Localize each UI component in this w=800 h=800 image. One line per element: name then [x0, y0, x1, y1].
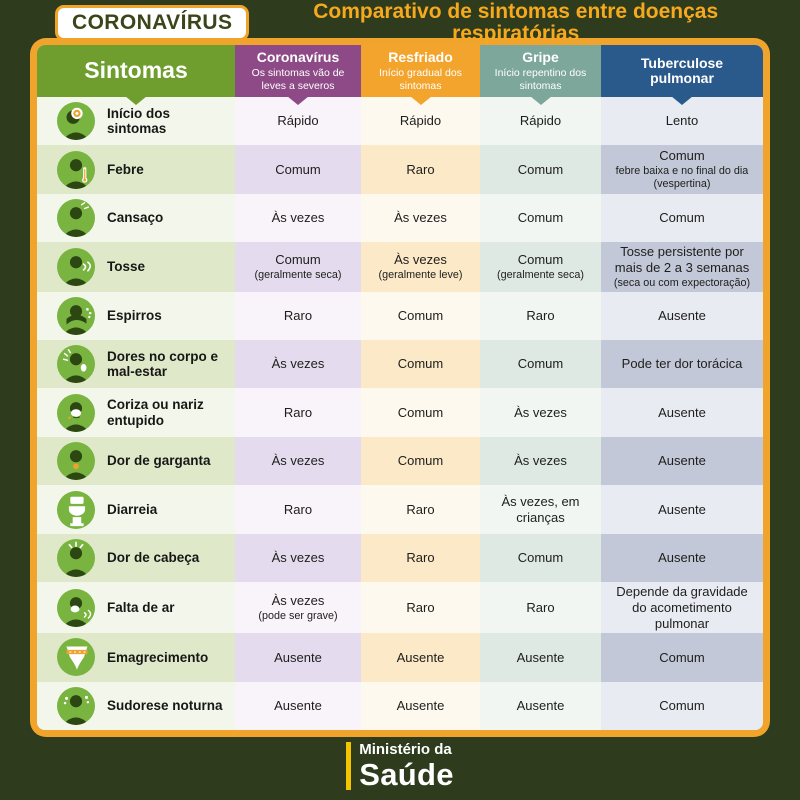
cell-sintomas: [37, 292, 235, 340]
cell-gripe: [480, 485, 601, 533]
shortness-of-breath-icon: [57, 589, 95, 627]
cell-tuberculose: [601, 534, 763, 582]
cell-value: Às vezes: [514, 453, 567, 469]
cell-sintomas: [37, 242, 235, 291]
cell-gripe: [480, 437, 601, 485]
cell-value: Ausente: [658, 550, 706, 566]
cell-value: Às vezes: [394, 210, 447, 226]
cell-coronavirus: [235, 242, 361, 291]
cell-sintomas: [37, 534, 235, 582]
cell-gripe: [480, 194, 601, 242]
cell-value: Às vezes: [514, 404, 567, 420]
page-title: Comparativo de sintomas entre doenças respiratórias: [313, 0, 719, 45]
column-notch-icon: [671, 96, 693, 105]
cell-value: Lento: [665, 113, 699, 129]
cell-resfriado: [361, 633, 480, 681]
cell-value: Raro: [406, 550, 435, 566]
column-title: Tuberculose pulmonar: [640, 54, 724, 86]
cell-resfriado: [361, 194, 480, 242]
cell-value: Às vezes: [271, 210, 325, 226]
table-row: [37, 292, 763, 340]
cell-value: Às vezes: [394, 252, 447, 268]
cell-value: Ausente: [516, 649, 565, 665]
cell-value: Raro: [526, 307, 555, 323]
cell-value: Comum: [397, 453, 444, 469]
cell-coronavirus: [235, 682, 361, 730]
cell-value: Às vezes: [271, 550, 325, 566]
column-title: Resfriado: [388, 48, 453, 65]
cell-sintomas: [37, 582, 235, 633]
cell-value: Ausente: [658, 404, 706, 420]
column-subtitle: Início gradual dos sintomas: [379, 67, 462, 92]
cell-resfriado: [361, 437, 480, 485]
symptom-onset-icon: [57, 102, 95, 140]
column-title: Sintomas: [84, 57, 188, 84]
table-row: [37, 582, 763, 633]
cell-value: Comum: [275, 252, 321, 268]
cell-value: Raro: [526, 599, 555, 615]
cell-value: Às vezes: [271, 592, 325, 608]
cell-value: Ausente: [658, 307, 706, 323]
cell-gripe: [480, 388, 601, 436]
cell-sintomas: [37, 194, 235, 242]
cell-value: Comum: [659, 698, 705, 714]
column-title: Gripe: [522, 48, 559, 65]
cell-resfriado: [361, 388, 480, 436]
cell-value: Ausente: [274, 698, 322, 714]
symptom-label: Dor de garganta: [107, 453, 211, 469]
table-row: [37, 145, 763, 193]
table-row: [37, 633, 763, 681]
table-row: [37, 682, 763, 730]
cell-resfriado: [361, 292, 480, 340]
cell-tuberculose: [601, 194, 763, 242]
cell-tuberculose: [601, 485, 763, 533]
cell-value: Comum: [517, 550, 564, 566]
cell-tuberculose: [601, 242, 763, 291]
cell-value: Às vezes: [271, 453, 325, 469]
cell-sintomas: [37, 485, 235, 533]
column-header-coronavirus: [235, 45, 361, 97]
symptom-label: Sudorese noturna: [107, 698, 223, 714]
symptom-label: Dores no corpo e mal-estar: [107, 348, 219, 380]
headache-icon: [57, 539, 95, 577]
weight-loss-icon: [57, 638, 95, 676]
cell-resfriado: [361, 682, 480, 730]
column-subtitle: Os sintomas vão de leves a severos: [251, 67, 345, 92]
table-body: [37, 97, 763, 730]
top-header: [55, 0, 768, 45]
cell-tuberculose: [601, 582, 763, 633]
symptom-label: Emagrecimento: [107, 649, 209, 665]
cough-icon: [57, 248, 95, 286]
cell-value: Às vezes: [271, 356, 325, 372]
cell-sintomas: [37, 388, 235, 436]
ministerio-da-saude-logo: [346, 742, 454, 790]
fever-icon: [57, 151, 95, 189]
column-title: Coronavírus: [256, 48, 340, 65]
cell-value: Raro: [406, 599, 435, 615]
cell-gripe: [480, 534, 601, 582]
cell-tuberculose: [601, 437, 763, 485]
cell-coronavirus: [235, 633, 361, 681]
cell-value: Raro: [406, 501, 435, 517]
column-notch-icon: [530, 96, 552, 105]
cell-value: Rápido: [277, 113, 319, 129]
footer: [0, 742, 800, 790]
cell-value: Depende da gravidade do acometimento pulmonar: [616, 584, 748, 631]
cell-value: Raro: [283, 307, 313, 323]
cell-value: Rápido: [519, 113, 562, 129]
cell-coronavirus: [235, 145, 361, 193]
cell-sintomas: [37, 633, 235, 681]
cell-resfriado: [361, 242, 480, 291]
cell-value: Comum: [517, 252, 564, 268]
cell-value: Ausente: [658, 501, 706, 517]
cell-resfriado: [361, 582, 480, 633]
cell-note: (seca ou com expectoração): [613, 276, 751, 289]
night-sweats-icon: [57, 687, 95, 725]
table-row: [37, 340, 763, 388]
symptom-label: Coriza ou nariz entupido: [107, 397, 204, 428]
cell-value: Às vezes, em crianças: [501, 494, 580, 525]
cell-value: Raro: [283, 501, 313, 517]
cell-coronavirus: [235, 340, 361, 388]
symptom-label: Cansaço: [107, 210, 164, 226]
cell-note: (geralmente leve): [378, 268, 463, 281]
cell-resfriado: [361, 145, 480, 193]
cell-coronavirus: [235, 582, 361, 633]
table-row: [37, 485, 763, 533]
column-header-sintomas: [37, 45, 235, 97]
cell-tuberculose: [601, 340, 763, 388]
cell-coronavirus: [235, 437, 361, 485]
cell-value: Ausente: [658, 453, 706, 469]
cell-value: Ausente: [396, 649, 445, 665]
logo-bottom-line: Saúde: [359, 756, 454, 792]
cell-value: Pode ter dor torácica: [621, 356, 743, 372]
cell-value: Comum: [659, 148, 705, 164]
cell-sintomas: [37, 145, 235, 193]
cell-value: Comum: [517, 161, 564, 177]
column-notch-icon: [410, 96, 432, 105]
symptom-label: Febre: [107, 161, 144, 177]
cell-resfriado: [361, 534, 480, 582]
cell-sintomas: [37, 437, 235, 485]
cell-value: Raro: [283, 404, 313, 420]
cell-coronavirus: [235, 194, 361, 242]
cell-note: (geralmente seca): [254, 268, 342, 281]
logo-top-line: Ministério da: [359, 741, 452, 758]
cell-tuberculose: [601, 145, 763, 193]
cell-note: (pode ser grave): [258, 609, 338, 622]
cell-value: Raro: [406, 161, 435, 177]
column-subtitle: Início repentino dos sintomas: [494, 67, 587, 92]
column-notch-icon: [287, 96, 309, 105]
symptom-label: Diarreia: [107, 501, 158, 517]
logo-yellow-bar-icon: [346, 742, 351, 790]
symptom-label: Início dos sintomas: [107, 105, 171, 137]
cell-gripe: [480, 292, 601, 340]
cell-resfriado: [361, 485, 480, 533]
coronavirus-badge: [55, 5, 249, 41]
cell-value: Comum: [397, 307, 444, 323]
cell-tuberculose: [601, 388, 763, 436]
symptom-label: Falta de ar: [107, 599, 175, 615]
cell-value: Comum: [659, 649, 705, 665]
cell-note: febre baixa e no final do dia (vespertina): [615, 165, 749, 190]
symptom-label: Tosse: [107, 259, 146, 275]
cell-value: Ausente: [396, 698, 445, 714]
cell-value: Comum: [517, 210, 564, 226]
column-header-tuberculose: [601, 45, 763, 97]
table-row: [37, 437, 763, 485]
symptom-label: Dor de cabeça: [107, 550, 200, 566]
cell-value: Comum: [659, 210, 705, 226]
body-ache-icon: [57, 345, 95, 383]
comparison-table: [37, 45, 763, 730]
cell-value: Rápido: [399, 113, 442, 129]
logo-text: [359, 742, 454, 790]
cell-note: (geralmente seca): [496, 268, 584, 281]
cell-coronavirus: [235, 534, 361, 582]
cell-value: Comum: [397, 404, 444, 420]
cell-value: Ausente: [274, 649, 322, 665]
table-row: [37, 242, 763, 291]
table-row: [37, 534, 763, 582]
cell-sintomas: [37, 340, 235, 388]
cell-gripe: [480, 582, 601, 633]
cell-tuberculose: [601, 633, 763, 681]
cell-coronavirus: [235, 485, 361, 533]
cell-value: Tosse persistente por mais de 2 a 3 semanas: [614, 244, 750, 275]
symptom-label: Espirros: [107, 308, 162, 324]
cell-coronavirus: [235, 388, 361, 436]
column-header-gripe: [480, 45, 601, 97]
cell-tuberculose: [601, 292, 763, 340]
cell-value: Comum: [275, 161, 321, 177]
table-row: [37, 388, 763, 436]
cell-gripe: [480, 633, 601, 681]
column-notch-icon: [125, 96, 147, 105]
cell-resfriado: [361, 340, 480, 388]
cell-gripe: [480, 242, 601, 291]
table-row: [37, 194, 763, 242]
cell-value: Comum: [397, 356, 444, 372]
table-head: [37, 45, 763, 97]
fatigue-icon: [57, 199, 95, 237]
badge-text: CORONAVÍRUS: [72, 11, 233, 34]
cell-value: Comum: [517, 356, 564, 372]
cell-gripe: [480, 340, 601, 388]
cell-tuberculose: [601, 682, 763, 730]
cell-coronavirus: [235, 292, 361, 340]
runny-nose-icon: [57, 394, 95, 432]
sneeze-icon: [57, 297, 95, 335]
cell-gripe: [480, 682, 601, 730]
toilet-icon: [57, 491, 95, 529]
table-frame: [30, 38, 770, 737]
cell-gripe: [480, 145, 601, 193]
cell-value: Ausente: [516, 698, 565, 714]
sore-throat-icon: [57, 442, 95, 480]
cell-sintomas: [37, 682, 235, 730]
column-header-resfriado: [361, 45, 480, 97]
